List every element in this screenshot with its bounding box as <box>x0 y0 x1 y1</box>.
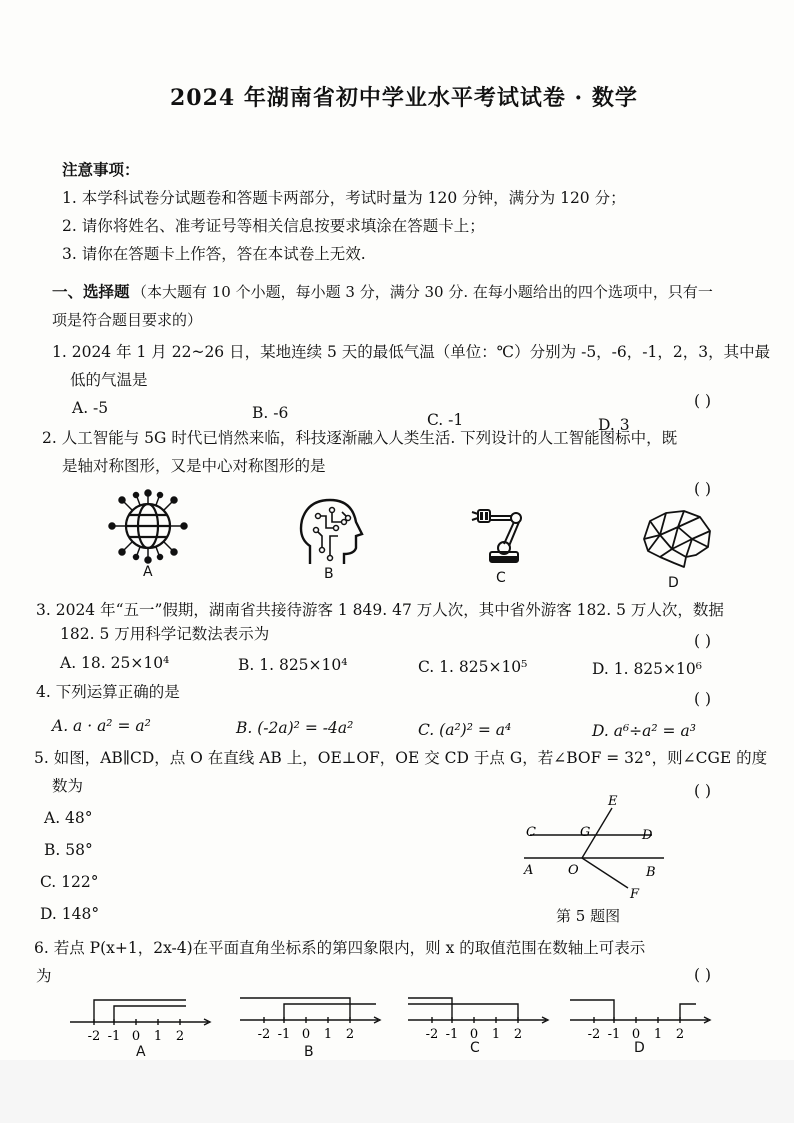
q5-stem-line1: 5. 如图，AB∥CD，点 O 在直线 AB 上，OE⊥OF，OE 交 CD 于点 G，若∠BOF = 32°，则∠CGE 的度 <box>34 749 768 767</box>
q3-stem-line1: 3. 2024 年“五一”假期，湖南省共接待游客 1 849. 47 万人次，其中省外游客 182. 5 万人次，数据 <box>36 601 724 619</box>
point-b-label: B <box>646 865 656 880</box>
q2-answer-paren: ( ) <box>694 480 712 498</box>
tick-neg2: -2 <box>87 1029 101 1044</box>
q1-stem-line1: 1. 2024 年 1 月 22~26 日，某地连续 5 天的最低气温（单位：℃）分别为 -5，-6，-1，2，3，其中最 <box>52 343 771 361</box>
poly-brain-icon <box>636 505 716 575</box>
tick-1: 1 <box>653 1027 663 1042</box>
q4-stem: 4. 下列运算正确的是 <box>36 683 180 701</box>
q6-label-b: B <box>304 1044 314 1060</box>
q1-option-b: B. -6 <box>252 404 289 422</box>
q3-answer-paren: ( ) <box>694 632 712 650</box>
q5-option-d: D. 148° <box>40 905 100 923</box>
point-c-label: C <box>526 825 536 840</box>
q3-option-a: A. 18. 25×10⁴ <box>60 654 170 672</box>
section-desc-1: （本大题有 10 个小题，每小题 3 分，满分 30 分. 在每小题给出的四个选项中，只有一 <box>132 283 713 301</box>
ai-head-icon <box>292 494 372 570</box>
tick-neg1: -1 <box>107 1029 121 1044</box>
q5-option-a: A. 48° <box>44 809 93 827</box>
tick-0: 0 <box>131 1029 141 1044</box>
q6-label-a: A <box>136 1044 146 1060</box>
notice-item-3: 3. 请你在答题卡上作答，答在本试卷上无效. <box>62 245 366 263</box>
point-g-label: G <box>580 825 591 840</box>
q2-stem-line2: 是轴对称图形，又是中心对称图形的是 <box>62 457 326 475</box>
q2-label-b: B <box>324 566 334 582</box>
tick-2: 2 <box>345 1027 355 1042</box>
q6-stem-line1: 6. 若点 P(x+1，2x-4)在平面直角坐标系的第四象限内，则 x 的取值范围在数轴上可表示 <box>34 939 646 957</box>
q6-answer-paren: ( ) <box>694 966 712 984</box>
q1-stem-line2: 低的气温是 <box>70 371 148 389</box>
tick-2: 2 <box>175 1029 185 1044</box>
tick-0: 0 <box>469 1027 479 1042</box>
q5-answer-paren: ( ) <box>694 782 712 800</box>
tick-neg1: -1 <box>607 1027 621 1042</box>
tick-neg2: -2 <box>587 1027 601 1042</box>
page-title: 2024 年湖南省初中学业水平考试试卷 · 数学 <box>170 85 638 111</box>
tick-2: 2 <box>675 1027 685 1042</box>
notice-heading: 注意事项： <box>62 160 140 179</box>
q4-option-d: D. a⁶÷a² = a³ <box>592 722 696 740</box>
q2-label-d: D <box>668 575 679 591</box>
section-desc-2: 项是符合题目要求的） <box>52 311 203 329</box>
notice-item-1: 1. 本学科试卷分试题卷和答题卡两部分，考试时量为 120 分钟，满分为 120 分； <box>62 189 626 207</box>
globe-icon <box>100 488 200 568</box>
q6-stem-line2: 为 <box>36 967 52 985</box>
tick-1: 1 <box>491 1027 501 1042</box>
q3-option-b: B. 1. 825×10⁴ <box>238 656 348 674</box>
q1-option-a: A. -5 <box>72 399 109 417</box>
point-f-label: F <box>630 887 640 902</box>
q6-label-d: D <box>634 1040 645 1056</box>
tick-neg2: -2 <box>425 1027 439 1042</box>
point-d-label: D <box>642 828 653 843</box>
tick-neg2: -2 <box>257 1027 271 1042</box>
q5-stem-line2: 数为 <box>52 777 84 795</box>
q6-label-c: C <box>470 1040 480 1056</box>
q1-option-d: D. 3 <box>598 416 630 434</box>
tick-1: 1 <box>153 1029 163 1044</box>
q4-option-c: C. (a²)² = a⁴ <box>418 721 512 739</box>
tick-1: 1 <box>323 1027 333 1042</box>
q2-stem-line1: 2. 人工智能与 5G 时代已悄然来临，科技逐渐融入人类生活. 下列设计的人工智能图标中，既 <box>42 429 678 447</box>
notice-item-2: 2. 请你将姓名、准考证号等相关信息按要求填涂在答题卡上； <box>62 217 485 235</box>
q3-stem-line2: 182. 5 万用科学记数法表示为 <box>60 625 270 643</box>
q4-option-a: A. a · a² = a² <box>52 717 151 735</box>
q5-option-c: C. 122° <box>40 873 99 891</box>
section-heading: 一、选择题 <box>52 282 130 301</box>
tick-2: 2 <box>513 1027 523 1042</box>
q4-answer-paren: ( ) <box>694 690 712 708</box>
bottom-margin <box>0 1060 794 1123</box>
tick-0: 0 <box>301 1027 311 1042</box>
q5-option-b: B. 58° <box>44 841 93 859</box>
tick-0: 0 <box>631 1027 641 1042</box>
q2-label-a: A <box>143 564 153 580</box>
q2-label-c: C <box>496 570 506 586</box>
point-e-label: E <box>608 794 618 809</box>
tick-neg1: -1 <box>277 1027 291 1042</box>
robot-arm-icon <box>468 502 540 568</box>
q3-option-d: D. 1. 825×10⁶ <box>592 660 702 678</box>
q5-geometry-figure <box>516 790 666 902</box>
tick-neg1: -1 <box>445 1027 459 1042</box>
q1-option-c: C. -1 <box>427 411 464 429</box>
q3-option-c: C. 1. 825×10⁵ <box>418 658 528 676</box>
q5-figure-caption: 第 5 题图 <box>556 907 621 925</box>
point-o-label: O <box>568 863 579 878</box>
point-a-label: A <box>524 863 534 878</box>
q4-option-b: B. (-2a)² = -4a² <box>236 719 354 737</box>
q1-answer-paren: ( ) <box>694 392 712 410</box>
